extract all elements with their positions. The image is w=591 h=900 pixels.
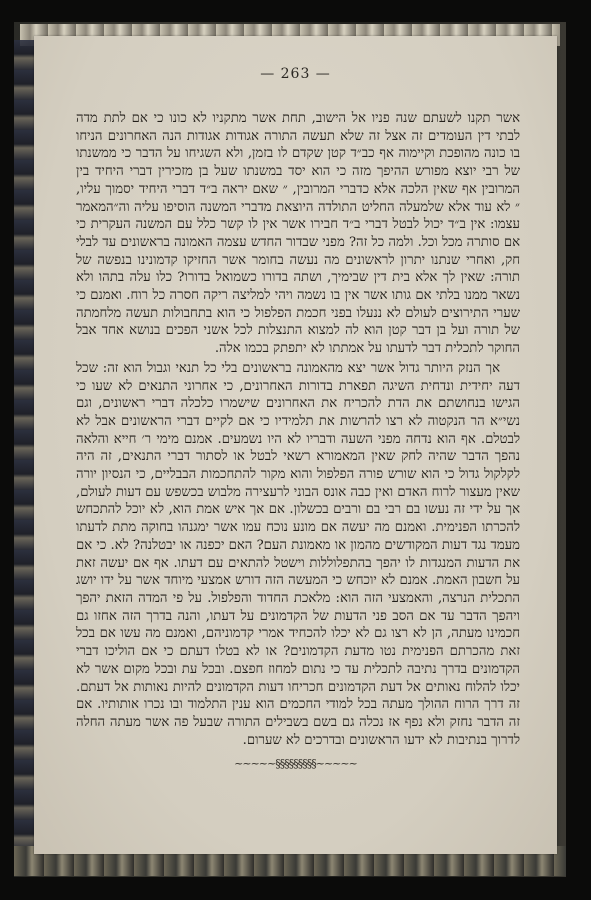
cover-marbled-edge-left — [14, 40, 36, 870]
paragraph: אשר תקנו לשעתם שנה פניו אל הישוב, תחת אשר מתקניו לא כונו כי אם לתת מדה לבתי דין העומדים זה אצל זה שלא תעשה התורה אגודות אגודות הנה האחרונים הניחו בו כונה מהופכת וקיימוה אף כב״ד קטן שקדם לו בזמן, ולא השגיחו על הדבר כי ממשנתו של רבי יוצא מפורש ההיפך מזה כי הוא יסד במשנתו שעל בן מזכירין דברי היחיד בין המרובין אף שאין הלכה אלא כדברי המרובין, ״ שאם יראה ב״ד דברי היחיד יסמוך עליו, ״ לא עוד אלא שלמעלה החליט התולדה היוצאת מדברי המשנה הוסיפו עליה וה״המאמר עצמו: אין ב״ד יכול לבטל דברי ב״ד חבירו אשר אין לו קשר כלל עם המשנה העקרית כי אם סותרה מכל וכל. ולמה כל זה? מפני שבדור החדש עצמה האמונה בראשונים עד לבלי חק, ואחרי שנתנו יתרון לראשונים מה נעשה בחומר אשר החזיקו קדמונינו בנפשה של תורה: שאין לך אלא בית דין שבימיך, ושתה בדורו כשמואל בדורו? כלו עלה בתהו ולא נשאר ממנו בלתי אם גותו אשר אין בו נשמה ויהי למליצה ריקה חסרה כל רוח. ואמנם כי שערי התירוצים לעולם לא ננעלו בפני חכמת הפלפול כי הוא בתחבולות תעשה מלחמתה של תורה ועל בן דבר קטן הוא לה למצוא התנצלות לכל אשני הפכים בנושא אחד אבל החוקר לתכלית דבר לדעתו על אמתתו לא יתפתק בכמו אלה. — [76, 111, 520, 357]
paragraph: אך הנזק היותר גדול אשר יצא מהאמונה בראשונים בלי כל תנאי וגבול הוא זה: שכל דעה יחידית ונדחית השיגה תפארת בדורות האחרונים, כי אחרוני התנאים לא שעו כי הגישו בנחושתם את הדת להכריח את האחרונים שישמרו כלכלה דברי ראשונים, וגם נשי״א הר הנקטוה לא רצו להרשות את תלמידיו כי אם לקיים דברי הראשונים אבל לא לבטלם. אף הוא נדחה מפני השעה ודבריו לא היו נשמעים. אמנם מימי ר׳ חייא והלאה נהפך הדבר שהיה לחק שאין המאמורא רשאי לבטל או לסתור דברי התנאים, זה היה לקלקול גדול כי הוא שורש פורה הפלפול והוא מקור להתחכמות הבבליים, כי הנסיון יורה שאין מעצור לרוח האדם ואין כבה אונס הבוני לרעצירה מלבוש בכשפש עם דעות לעולם, אך על ידי זה נעשו בם רבי בם ורבים בכשלון. אם אך איש אמת הוא, לא יוכל להתכחש להכרתו הפנימית. ואמנם מה יעשה אם מונע נוכח עמו אשר ימגנהו בחוקה מתת לדעתו מעמד נגד דעות המקודשים מהמון או מאמונת העם? האם יכפנה או יבטלנה? לא. כי אם את הדעות המנגדות לו יהפך בהתפלוללות וישטל להתאים עם דעתו. אף אם יעשה זאת על חשבון האמת. אמנם לא יוכחש כי המעשה הזה דורש אמצעי מיוחד אשר על ידו יושג התכלית הנרצה, והאמצעי הזה הוא: מלאכת החדוד והפלפול. על פי המדה הזאת יהפך ויהפך הדבר עד אם הסב פני הדעות של הקדמונים על דעתו, והנה בדרך הזה אחזו גם חכמינו מעתה, הן לא רצו גם לא יכלו להכחיד אמרי קדמוניהם, ואמנם מה עשו אם בכל זאת מהכרתם הפנימית נטו מדעת הקדמונים? או לא בטלו דעתם כי אם הוליכו דברי הקדמונים בדרך נתיבה לתכלית עד כי נתום למחוז חפצם. ובכל עת ובכל מקום אשר לא יכלו להלוח נאותים אל דעת הקדמונים חכריחו דעות הקדמונים להיות נאותות אל דעתם. זה דרך הרוח ההולך מעתה בכל למודי החכמים הוא ענין התלמוד ובו נכרו אותותיו. אם זה הדבר נחזק ולא נפף אז נכלה גם בשם בשבילים התורה שבעל פה אשר מעתה החלה לדרוך בנתיבות לא ידעו הראשונים ובדרכים לא שערום. — [76, 360, 520, 748]
section-end-ornament: ~~~~~§§§§§§§§§~~~~~ — [234, 757, 357, 770]
body-text — [76, 110, 520, 749]
page-number: — 263 — — [260, 66, 331, 82]
